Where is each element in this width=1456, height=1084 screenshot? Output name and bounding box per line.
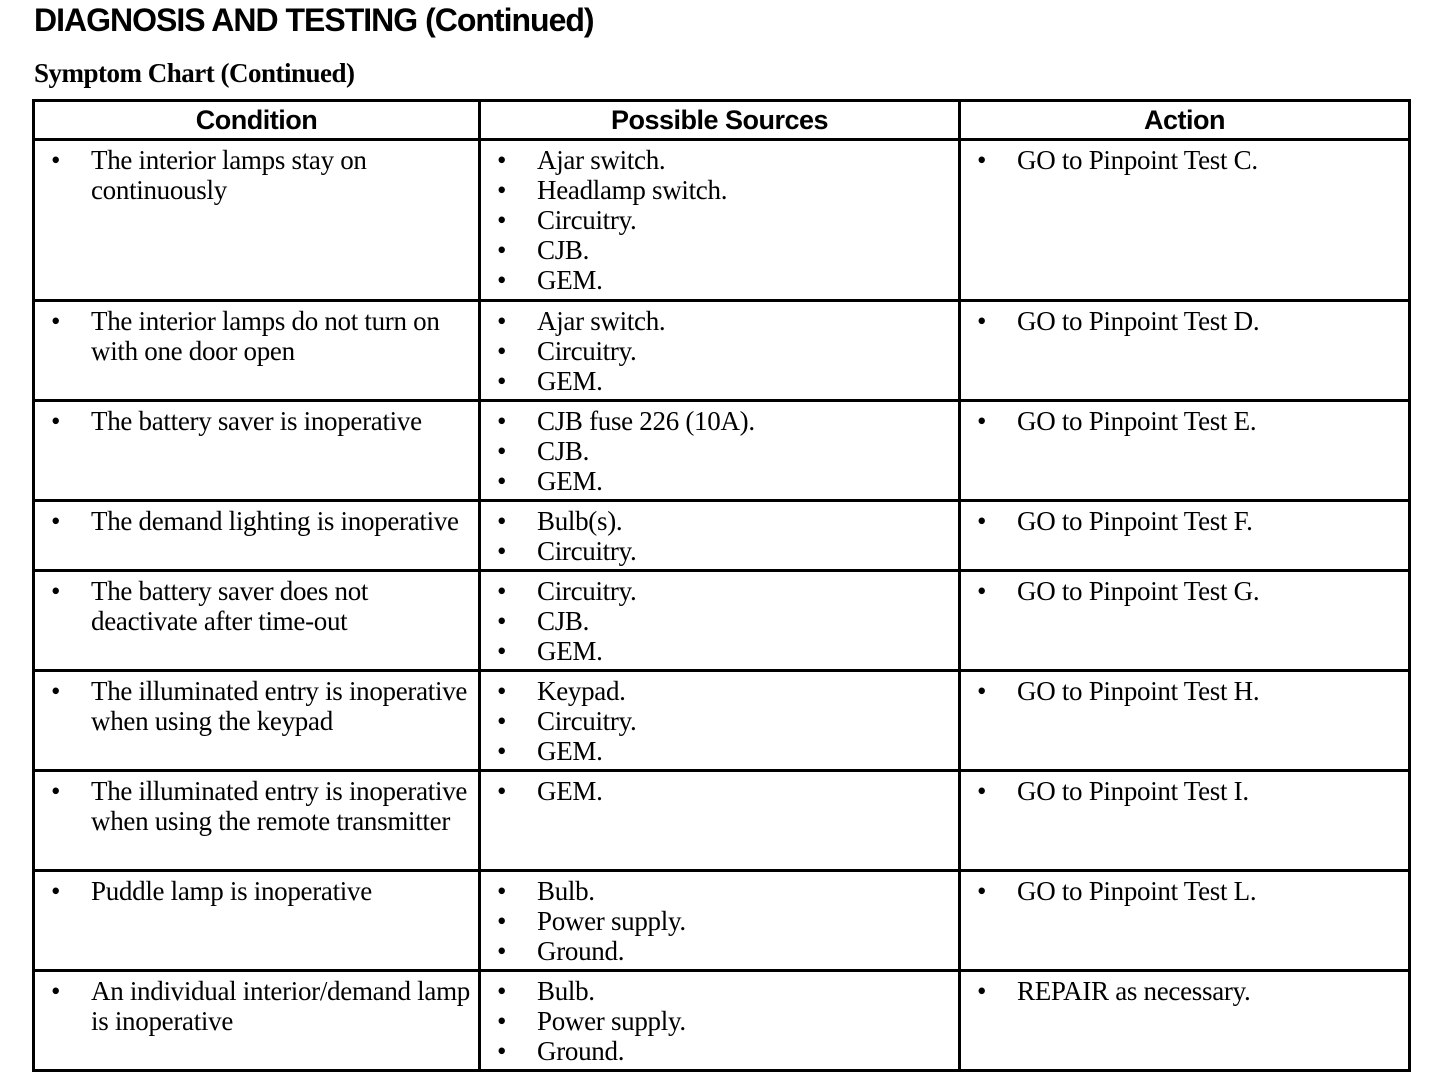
list-item (491, 406, 952, 436)
list-item (45, 406, 472, 436)
bullet-mark: • (497, 436, 507, 466)
bullet-mark: • (497, 906, 507, 936)
list-item (491, 436, 952, 466)
action-cell (960, 671, 1410, 771)
list-item (491, 636, 952, 666)
possible-sources-cell (480, 771, 960, 871)
action-cell (960, 501, 1410, 571)
list-item-text: Circuitry. (537, 706, 637, 736)
list-item-text: GEM. (537, 265, 603, 295)
bullet-mark: • (51, 876, 61, 906)
condition-cell (34, 301, 480, 401)
table-row (34, 571, 1410, 671)
condition-list (45, 145, 472, 205)
list-item (491, 205, 952, 235)
bullet-mark: • (497, 205, 507, 235)
bullet-mark: • (497, 976, 507, 1006)
list-item (971, 976, 1402, 1006)
list-item (491, 366, 952, 396)
list-item (971, 776, 1402, 806)
action-cell (960, 140, 1410, 301)
list-item (491, 145, 952, 175)
list-item (971, 406, 1402, 436)
action-cell (960, 971, 1410, 1071)
list-item (45, 145, 472, 205)
list-item-text: Keypad. (537, 676, 626, 706)
list-item-text: CJB fuse 226 (10A). (537, 406, 755, 436)
bullet-mark: • (497, 265, 507, 295)
table-body (34, 140, 1410, 1071)
list-item (491, 506, 952, 536)
bullet-mark: • (497, 736, 507, 766)
bullet-mark: • (497, 936, 507, 966)
table-row (34, 301, 1410, 401)
sources-list (491, 976, 952, 1066)
list-item (491, 536, 952, 566)
bullet-mark: • (497, 366, 507, 396)
list-item (491, 336, 952, 366)
table-row (34, 971, 1410, 1071)
action-list (971, 576, 1402, 606)
list-item-text: GO to Pinpoint Test I. (1017, 776, 1249, 806)
list-item (491, 676, 952, 706)
sources-list (491, 506, 952, 566)
action-list (971, 145, 1402, 175)
bullet-mark: • (977, 306, 987, 336)
action-list (971, 306, 1402, 336)
bullet-mark: • (977, 776, 987, 806)
bullet-mark: • (497, 1036, 507, 1066)
list-item (45, 876, 472, 906)
list-item-text: An individual interior/demand lamp is inoperative (91, 976, 470, 1036)
bullet-mark: • (497, 776, 507, 806)
bullet-mark: • (497, 1006, 507, 1036)
sources-list (491, 876, 952, 966)
list-item-text: Headlamp switch. (537, 175, 728, 205)
bullet-mark: • (497, 506, 507, 536)
list-item-text: The illuminated entry is inoperative when using the remote transmitter (91, 776, 468, 836)
list-item (491, 776, 952, 806)
list-item (491, 906, 952, 936)
condition-list (45, 876, 472, 906)
bullet-mark: • (51, 145, 61, 175)
list-item-text: Ajar switch. (537, 145, 666, 175)
sources-list (491, 145, 952, 295)
list-item-text: Bulb(s). (537, 506, 623, 536)
list-item (971, 676, 1402, 706)
list-item-text: Circuitry. (537, 336, 637, 366)
list-item-text: Circuitry. (537, 576, 637, 606)
list-item-text: GEM. (537, 776, 603, 806)
list-item (45, 776, 472, 836)
bullet-mark: • (977, 676, 987, 706)
condition-cell (34, 771, 480, 871)
list-item-text: Ajar switch. (537, 306, 666, 336)
list-item (491, 1006, 952, 1036)
list-item-text: GO to Pinpoint Test E. (1017, 406, 1257, 436)
bullet-mark: • (977, 976, 987, 1006)
table-row (34, 671, 1410, 771)
condition-list (45, 776, 472, 836)
list-item (971, 145, 1402, 175)
list-item (971, 576, 1402, 606)
condition-list (45, 976, 472, 1036)
list-item-text: Power supply. (537, 906, 686, 936)
bullet-mark: • (977, 576, 987, 606)
action-list (971, 406, 1402, 436)
condition-list (45, 576, 472, 636)
bullet-mark: • (51, 976, 61, 1006)
section-title: Symptom Chart (Continued) (34, 58, 355, 88)
list-item-text: Ground. (537, 1036, 625, 1066)
bullet-mark: • (51, 306, 61, 336)
action-cell (960, 871, 1410, 971)
bullet-mark: • (497, 406, 507, 436)
bullet-mark: • (497, 466, 507, 496)
list-item-text: The battery saver is inoperative (91, 406, 422, 436)
bullet-mark: • (51, 406, 61, 436)
list-item-text: Circuitry. (537, 536, 637, 566)
list-item (45, 976, 472, 1036)
action-cell (960, 771, 1410, 871)
bullet-mark: • (497, 676, 507, 706)
list-item (491, 936, 952, 966)
condition-cell (34, 871, 480, 971)
column-header-condition: Condition (34, 101, 480, 140)
condition-cell (34, 401, 480, 501)
table-row (34, 140, 1410, 301)
table-row (34, 501, 1410, 571)
list-item-text: REPAIR as necessary. (1017, 976, 1251, 1006)
action-cell (960, 301, 1410, 401)
list-item (491, 736, 952, 766)
condition-cell (34, 971, 480, 1071)
condition-cell (34, 571, 480, 671)
list-item (491, 576, 952, 606)
list-item-text: The interior lamps do not turn on with one door open (91, 306, 440, 366)
sources-list (491, 306, 952, 396)
header-row (34, 101, 1410, 140)
sources-list (491, 676, 952, 766)
action-list (971, 676, 1402, 706)
possible-sources-cell (480, 871, 960, 971)
list-item (491, 876, 952, 906)
list-item (971, 876, 1402, 906)
bullet-mark: • (51, 676, 61, 706)
list-item-text: The demand lighting is inoperative (91, 506, 459, 536)
list-item (491, 175, 952, 205)
bullet-mark: • (497, 606, 507, 636)
list-item-text: GEM. (537, 736, 603, 766)
possible-sources-cell (480, 971, 960, 1071)
list-item-text: Ground. (537, 936, 625, 966)
list-item-text: Puddle lamp is inoperative (91, 876, 372, 906)
bullet-mark: • (497, 306, 507, 336)
list-item-text: GO to Pinpoint Test L. (1017, 876, 1257, 906)
list-item-text: Bulb. (537, 876, 595, 906)
list-item (491, 265, 952, 295)
list-item (491, 466, 952, 496)
bullet-mark: • (497, 235, 507, 265)
list-item-text: GO to Pinpoint Test D. (1017, 306, 1260, 336)
list-item-text: CJB. (537, 235, 590, 265)
list-item-text: The illuminated entry is inoperative when using the keypad (91, 676, 468, 736)
table-row (34, 771, 1410, 871)
sources-list (491, 576, 952, 666)
bullet-mark: • (497, 876, 507, 906)
list-item (491, 606, 952, 636)
bullet-mark: • (497, 636, 507, 666)
condition-list (45, 506, 472, 536)
list-item-text: CJB. (537, 436, 590, 466)
list-item (971, 506, 1402, 536)
sources-list (491, 776, 952, 806)
bullet-mark: • (497, 175, 507, 205)
list-item (45, 676, 472, 736)
possible-sources-cell (480, 501, 960, 571)
condition-list (45, 676, 472, 736)
bullet-mark: • (497, 145, 507, 175)
bullet-mark: • (497, 336, 507, 366)
page-title: DIAGNOSIS AND TESTING (Continued) (34, 2, 594, 38)
list-item (491, 235, 952, 265)
action-list (971, 506, 1402, 536)
bullet-mark: • (497, 576, 507, 606)
list-item-text: Bulb. (537, 976, 595, 1006)
list-item-text: Power supply. (537, 1006, 686, 1036)
bullet-mark: • (977, 506, 987, 536)
condition-list (45, 406, 472, 436)
list-item-text: The interior lamps stay on continuously (91, 145, 367, 205)
column-header-possible-sources: Possible Sources (480, 101, 960, 140)
list-item-text: GEM. (537, 466, 603, 496)
list-item (45, 506, 472, 536)
bullet-mark: • (51, 776, 61, 806)
bullet-mark: • (51, 506, 61, 536)
possible-sources-cell (480, 140, 960, 301)
list-item (491, 306, 952, 336)
bullet-mark: • (977, 145, 987, 175)
possible-sources-cell (480, 671, 960, 771)
list-item-text: GO to Pinpoint Test F. (1017, 506, 1253, 536)
list-item (491, 1036, 952, 1066)
possible-sources-cell (480, 401, 960, 501)
list-item (45, 306, 472, 366)
symptom-chart-table (32, 99, 1411, 1072)
list-item (491, 976, 952, 1006)
condition-list (45, 306, 472, 366)
condition-cell (34, 140, 480, 301)
table-row (34, 401, 1410, 501)
list-item-text: GO to Pinpoint Test C. (1017, 145, 1258, 175)
bullet-mark: • (977, 406, 987, 436)
list-item-text: The battery saver does not deactivate after time-out (91, 576, 369, 636)
list-item-text: GO to Pinpoint Test H. (1017, 676, 1260, 706)
condition-cell (34, 671, 480, 771)
list-item (491, 706, 952, 736)
list-item-text: CJB. (537, 606, 590, 636)
action-list (971, 776, 1402, 806)
bullet-mark: • (497, 706, 507, 736)
bullet-mark: • (51, 576, 61, 606)
list-item-text: GEM. (537, 366, 603, 396)
possible-sources-cell (480, 571, 960, 671)
bullet-mark: • (977, 876, 987, 906)
possible-sources-cell (480, 301, 960, 401)
sources-list (491, 406, 952, 496)
action-list (971, 976, 1402, 1006)
condition-cell (34, 501, 480, 571)
list-item (971, 306, 1402, 336)
action-cell (960, 571, 1410, 671)
table-row (34, 871, 1410, 971)
list-item-text: Circuitry. (537, 205, 637, 235)
column-header-action: Action (960, 101, 1410, 140)
list-item-text: GEM. (537, 636, 603, 666)
action-list (971, 876, 1402, 906)
bullet-mark: • (497, 536, 507, 566)
action-cell (960, 401, 1410, 501)
list-item (45, 576, 472, 636)
list-item-text: GO to Pinpoint Test G. (1017, 576, 1260, 606)
